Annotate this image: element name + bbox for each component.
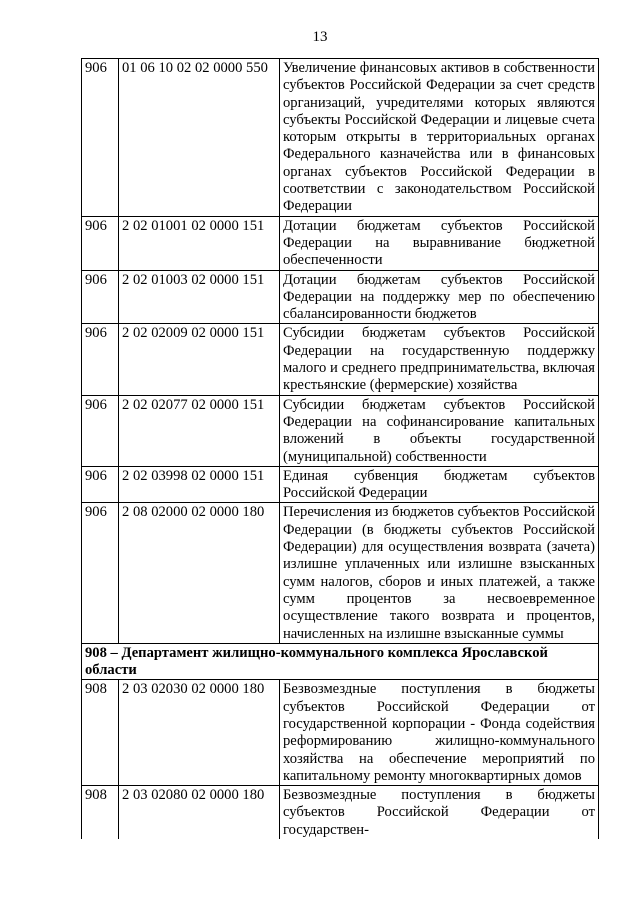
table-row (82, 270, 599, 324)
table-row (82, 59, 599, 217)
classification-code-cell: 2 02 02009 02 0000 151 (119, 324, 280, 395)
administrator-code-cell: 906 (82, 503, 119, 643)
description-cell: Субсидии бюджетам субъектов Российской Федерации на софинансирование капитальных вложений в объекты государственной (муниципальной) собственности (280, 395, 599, 466)
table-row (82, 395, 599, 466)
classification-code-cell: 2 02 01003 02 0000 151 (119, 270, 280, 324)
administrator-code-cell: 908 (82, 680, 119, 786)
description-cell: Перечисления из бюджетов субъектов Российской Федерации (в бюджеты субъектов Российской Федерации) для осуществления возврата (зачета) излишне уплаченных или излишне взысканных сумм налогов, сборов и иных платежей, а также сумм процентов за несвоевременное осуществление такого возврата и процентов, начисленных на излишне взысканные суммы (280, 503, 599, 643)
administrator-code-cell: 906 (82, 270, 119, 324)
description-cell: Единая субвенция бюджетам субъектов Российской Федерации (280, 466, 599, 503)
administrator-code-cell: 908 (82, 786, 119, 839)
table-row (82, 466, 599, 503)
budget-codes-table (81, 58, 599, 839)
table-row (82, 786, 599, 839)
administrator-code-cell: 906 (82, 466, 119, 503)
section-header-row (82, 643, 599, 680)
classification-code-cell: 2 02 01001 02 0000 151 (119, 216, 280, 270)
description-cell: Дотации бюджетам субъектов Российской Федерации на поддержку мер по обеспечению сбалансированности бюджетов (280, 270, 599, 324)
section-title: 908 – Департамент жилищно-коммунального комплекса Ярославской области (82, 643, 599, 680)
classification-code-cell: 2 02 03998 02 0000 151 (119, 466, 280, 503)
administrator-code-cell: 906 (82, 395, 119, 466)
description-cell: Дотации бюджетам субъектов Российской Федерации на выравнивание бюджетной обеспеченности (280, 216, 599, 270)
table-body (82, 59, 599, 840)
administrator-code-cell: 906 (82, 216, 119, 270)
administrator-code-cell: 906 (82, 59, 119, 217)
table-row (82, 324, 599, 395)
description-cell: Увеличение финансовых активов в собственности субъектов Российской Федерации за счет средств организаций, учредителями которых являются субъекты Российской Федерации и лицевые счета которым открыты в территориальных органах Федерального казначейства или в финансовых органах субъектов Российской Федерации в соответствии с законодательством Российской Федерации (280, 59, 599, 217)
description-cell: Безвозмездные поступления в бюджеты субъектов Российской Федерации от государствен- (280, 786, 599, 839)
classification-code-cell: 2 02 02077 02 0000 151 (119, 395, 280, 466)
classification-code-cell: 2 03 02080 02 0000 180 (119, 786, 280, 839)
administrator-code-cell: 906 (82, 324, 119, 395)
classification-code-cell: 2 08 02000 02 0000 180 (119, 503, 280, 643)
classification-code-cell: 01 06 10 02 02 0000 550 (119, 59, 280, 217)
description-cell: Безвозмездные поступления в бюджеты субъектов Российской Федерации от государственной корпорации - Фонда содействия реформированию жилищно-коммунального хозяйства на обеспечение мероприятий по капитальному ремонту многоквартирных домов (280, 680, 599, 786)
classification-code-cell: 2 03 02030 02 0000 180 (119, 680, 280, 786)
page-number: 13 (312, 29, 328, 45)
description-cell: Субсидии бюджетам субъектов Российской Федерации на государственную поддержку малого и среднего предпринимательства, включая крестьянские (фермерские) хозяйства (280, 324, 599, 395)
table-row (82, 680, 599, 786)
table-row (82, 216, 599, 270)
table-row (82, 503, 599, 643)
